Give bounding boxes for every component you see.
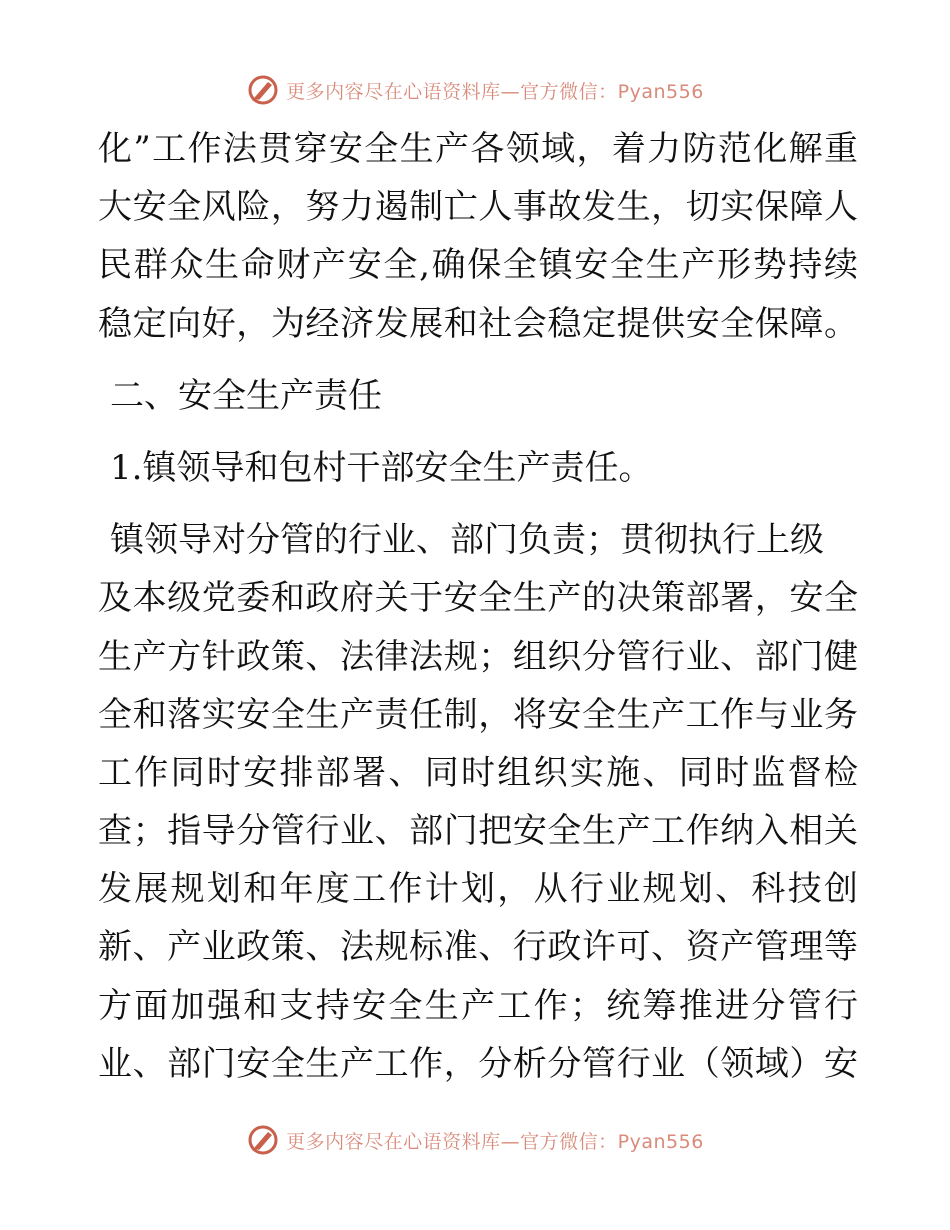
text-line: 生产方针政策、法律法规；组织分管行业、部门健 [98, 636, 858, 677]
text-line: 全和落实安全生产责任制，将安全生产工作与业务 [98, 694, 858, 735]
watermark-text: 更多内容尽在心语资料库—官方微信：Pyan556 [286, 80, 704, 103]
text-line: 稳定向好，为经济发展和社会稳定提供安全保障。 [98, 303, 858, 344]
paragraph-responsibility [98, 511, 858, 1093]
pen-logo-icon [246, 73, 280, 107]
text-line: 大安全风险，努力遏制亡人事故发生，切实保障人 [98, 187, 858, 228]
text-line: 及本级党委和政府关于安全生产的决策部署，安全 [98, 578, 858, 619]
text-line: 民群众生命财产安全,确保全镇安全生产形势持续 [98, 245, 858, 286]
text-line: 业、部门安全生产工作，分析分管行业（领域）安 [98, 1043, 858, 1084]
text-line: 镇领导对分管的行业、部门负责；贯彻执行上级 [110, 520, 824, 561]
pen-logo-icon [246, 1123, 280, 1157]
paragraph-intro [98, 120, 858, 353]
text-line: 新、产业政策、法规标准、行政许可、资产管理等 [98, 927, 858, 968]
text-line: 工作同时安排部署、同时组织实施、同时监督检 [98, 752, 858, 793]
text-line: 查；指导分管行业、部门把安全生产工作纳入相关 [98, 811, 858, 852]
subsection-heading: 1.镇领导和包村干部安全生产责任。 [110, 447, 653, 488]
watermark-footer [0, 1120, 950, 1160]
text-line: 化”工作法贯穿安全生产各领域，着力防范化解重 [98, 129, 858, 169]
watermark-text: 更多内容尽在心语资料库—官方微信：Pyan556 [286, 1130, 704, 1153]
document-body [98, 120, 858, 1093]
text-line: 方面加强和支持安全生产工作；统筹推进分管行 [98, 985, 858, 1026]
section-heading: 二、安全生产责任 [110, 375, 382, 416]
text-line: 发展规划和年度工作计划，从行业规划、科技创 [98, 869, 858, 910]
watermark-header [0, 70, 950, 110]
